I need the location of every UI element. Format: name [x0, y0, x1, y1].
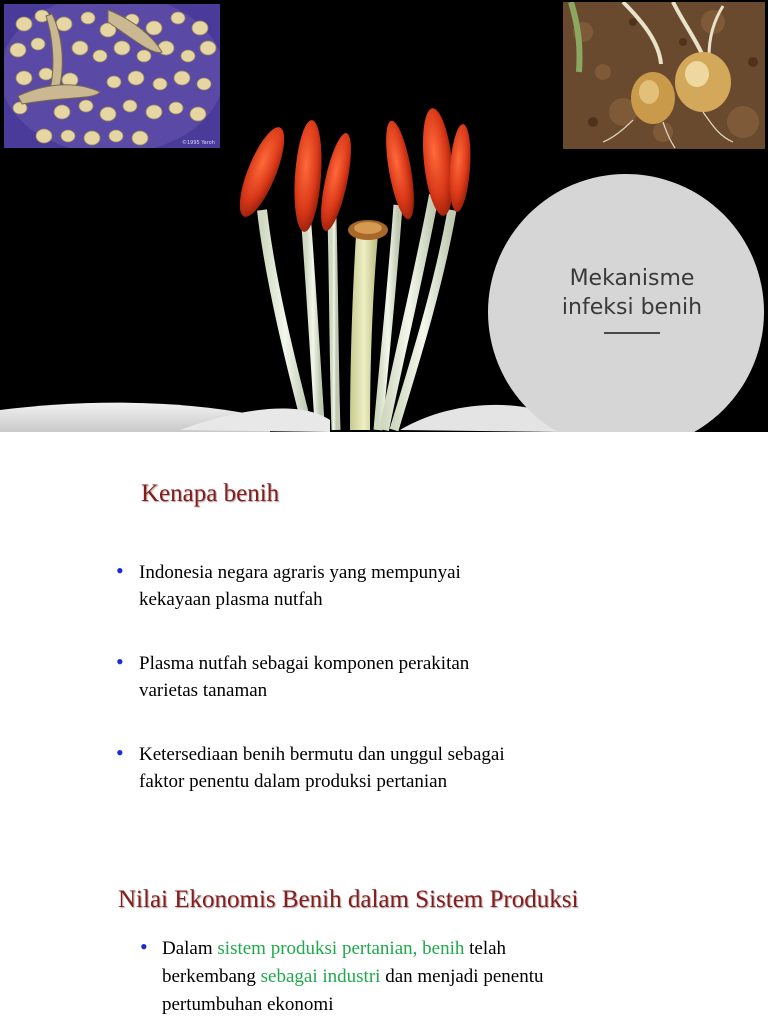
- bullet-text-line: Indonesia negara agraris yang mempunyai: [139, 562, 461, 583]
- bullet-text: ,: [412, 938, 423, 959]
- bullet-text-line: Plasma nutfah sebagai komponen perakitan: [139, 653, 470, 674]
- section-heading-nilai-ekonomis: Nilai Ekonomis Benih dalam Sistem Produksi: [118, 886, 579, 913]
- bullet-text: dan menjadi penentu: [380, 966, 544, 987]
- bullet-text-line: faktor penentu dalam produksi pertanian: [139, 771, 448, 792]
- section-heading-kenapa-benih: Kenapa benih: [141, 480, 280, 507]
- bullet-dot-icon: •: [116, 558, 124, 583]
- bullet-text: Dalam: [162, 938, 218, 959]
- title-slide: [0, 0, 768, 432]
- reason-bullet-list: [116, 559, 586, 832]
- bullet-text-line: varietas tanaman: [139, 680, 268, 701]
- bullet-dot-icon: •: [116, 740, 124, 765]
- bullet-text: pertumbuhan ekonomi: [162, 994, 334, 1015]
- bullet-dot-icon: •: [140, 934, 148, 959]
- slide-title: Mekanisme infeksi benih: [561, 266, 703, 320]
- photo-credit: ©1995 Yaroh: [182, 140, 215, 146]
- highlight-text: sebagai industri: [260, 966, 381, 987]
- bullet-dot-icon: •: [116, 649, 124, 674]
- onion-bulb-photo: [563, 2, 765, 149]
- list-item: [116, 741, 586, 795]
- list-item: [116, 650, 586, 704]
- title-underline: [604, 332, 660, 334]
- bullet-text-line: Ketersediaan benih bermutu dan unggul sebagai: [139, 744, 505, 765]
- list-item: [140, 935, 682, 1019]
- list-item: [116, 559, 586, 613]
- highlight-text: benih: [422, 938, 465, 959]
- soybean-seeds-photo: [4, 4, 220, 148]
- bullet-text-line: kekayaan plasma nutfah: [139, 589, 323, 610]
- bullet-text: telah: [464, 938, 507, 959]
- highlight-text: sistem produksi pertanian: [217, 938, 413, 959]
- bullet-text: berkembang: [162, 966, 261, 987]
